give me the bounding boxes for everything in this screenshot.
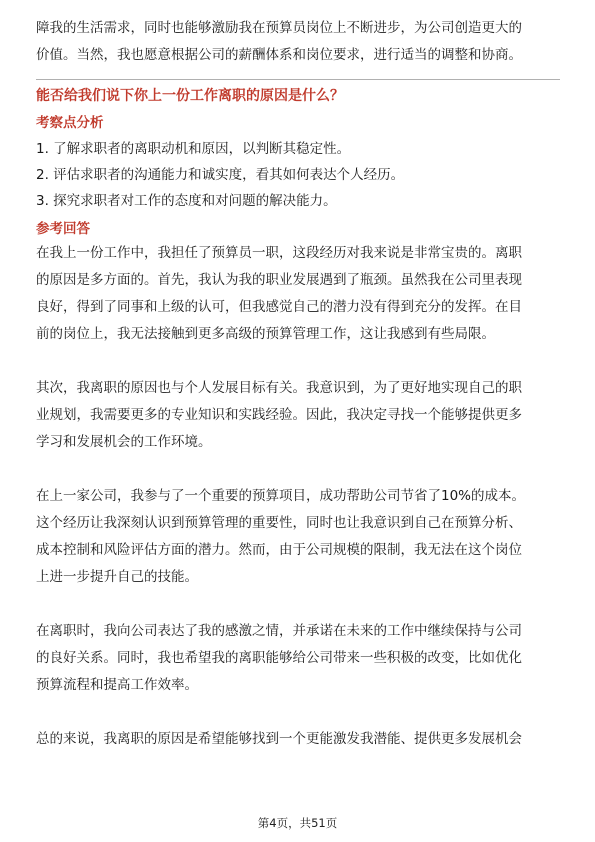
answer-line: 上进一步提升自己的技能。: [36, 569, 198, 585]
answer-paragraph: [36, 618, 560, 699]
answer-line: 在我上一份工作中，我担任了预算员一职，这段经历对我来说是非常宝贵的。离职: [36, 245, 522, 261]
answer-line: 在上一家公司，我参与了一个重要的预算项目，成功帮助公司节省了10%的成本。: [36, 488, 526, 504]
analysis-item: 1. 了解求职者的离职动机和原因，以判断其稳定性。: [36, 141, 351, 157]
intro-line: 价值。当然，我也愿意根据公司的薪酬体系和岗位要求，进行适当的调整和协商。: [36, 47, 522, 63]
document-page: [36, 0, 560, 753]
answer-line: 学习和发展机会的工作环境。: [36, 434, 212, 450]
answer-line: 成本控制和风险评估方面的潜力。然而，由于公司规模的限制，我无法在这个岗位: [36, 542, 522, 558]
answer-line: 前的岗位上，我无法接触到更多高级的预算管理工作，这让我感到有些局限。: [36, 326, 495, 342]
answer-heading: 参考回答: [36, 221, 90, 237]
section-divider: [36, 79, 560, 80]
answer-line: 其次，我离职的原因也与个人发展目标有关。我意识到，为了更好地实现自己的职: [36, 380, 522, 396]
intro-line: 障我的生活需求，同时也能够激励我在预算员岗位上不断进步，为公司创造更大的: [36, 20, 522, 36]
analysis-item: 3. 探究求职者对工作的态度和对问题的解决能力。: [36, 193, 337, 209]
analysis-list: [36, 136, 560, 214]
analysis-item: 2. 评估求职者的沟通能力和诚实度，看其如何表达个人经历。: [36, 167, 405, 183]
answer-line: 良好，得到了同事和上级的认可，但我感觉自己的潜力没有得到充分的发挥。在目: [36, 299, 522, 315]
answer-line: 的良好关系。同时，我也希望我的离职能够给公司带来一些积极的改变，比如优化: [36, 650, 522, 666]
answer-line: 预算流程和提高工作效率。: [36, 677, 198, 693]
intro-paragraph: [36, 15, 560, 69]
answer-line: 在离职时，我向公司表达了我的感激之情，并承诺在未来的工作中继续保持与公司: [36, 623, 522, 639]
page-footer: 第4页，共51页: [257, 816, 338, 830]
answer-line: 这个经历让我深刻认识到预算管理的重要性，同时也让我意识到自己在预算分析、: [36, 515, 522, 531]
question-title: 能否给我们说下你上一份工作离职的原因是什么？: [36, 88, 344, 104]
answer-paragraph: [36, 726, 560, 753]
answer-paragraph: [36, 375, 560, 456]
answer-line: 业规划，我需要更多的专业知识和实践经验。因此，我决定寻找一个能够提供更多: [36, 407, 522, 423]
analysis-heading: 考察点分析: [36, 115, 104, 131]
answer-line: 总的来说，我离职的原因是希望能够找到一个更能激发我潜能、提供更多发展机会: [36, 731, 522, 747]
answer-line: 的原因是多方面的。首先，我认为我的职业发展遇到了瓶颈。虽然我在公司里表现: [36, 272, 522, 288]
answer-paragraph: [36, 483, 560, 591]
answer-paragraph: [36, 240, 560, 348]
